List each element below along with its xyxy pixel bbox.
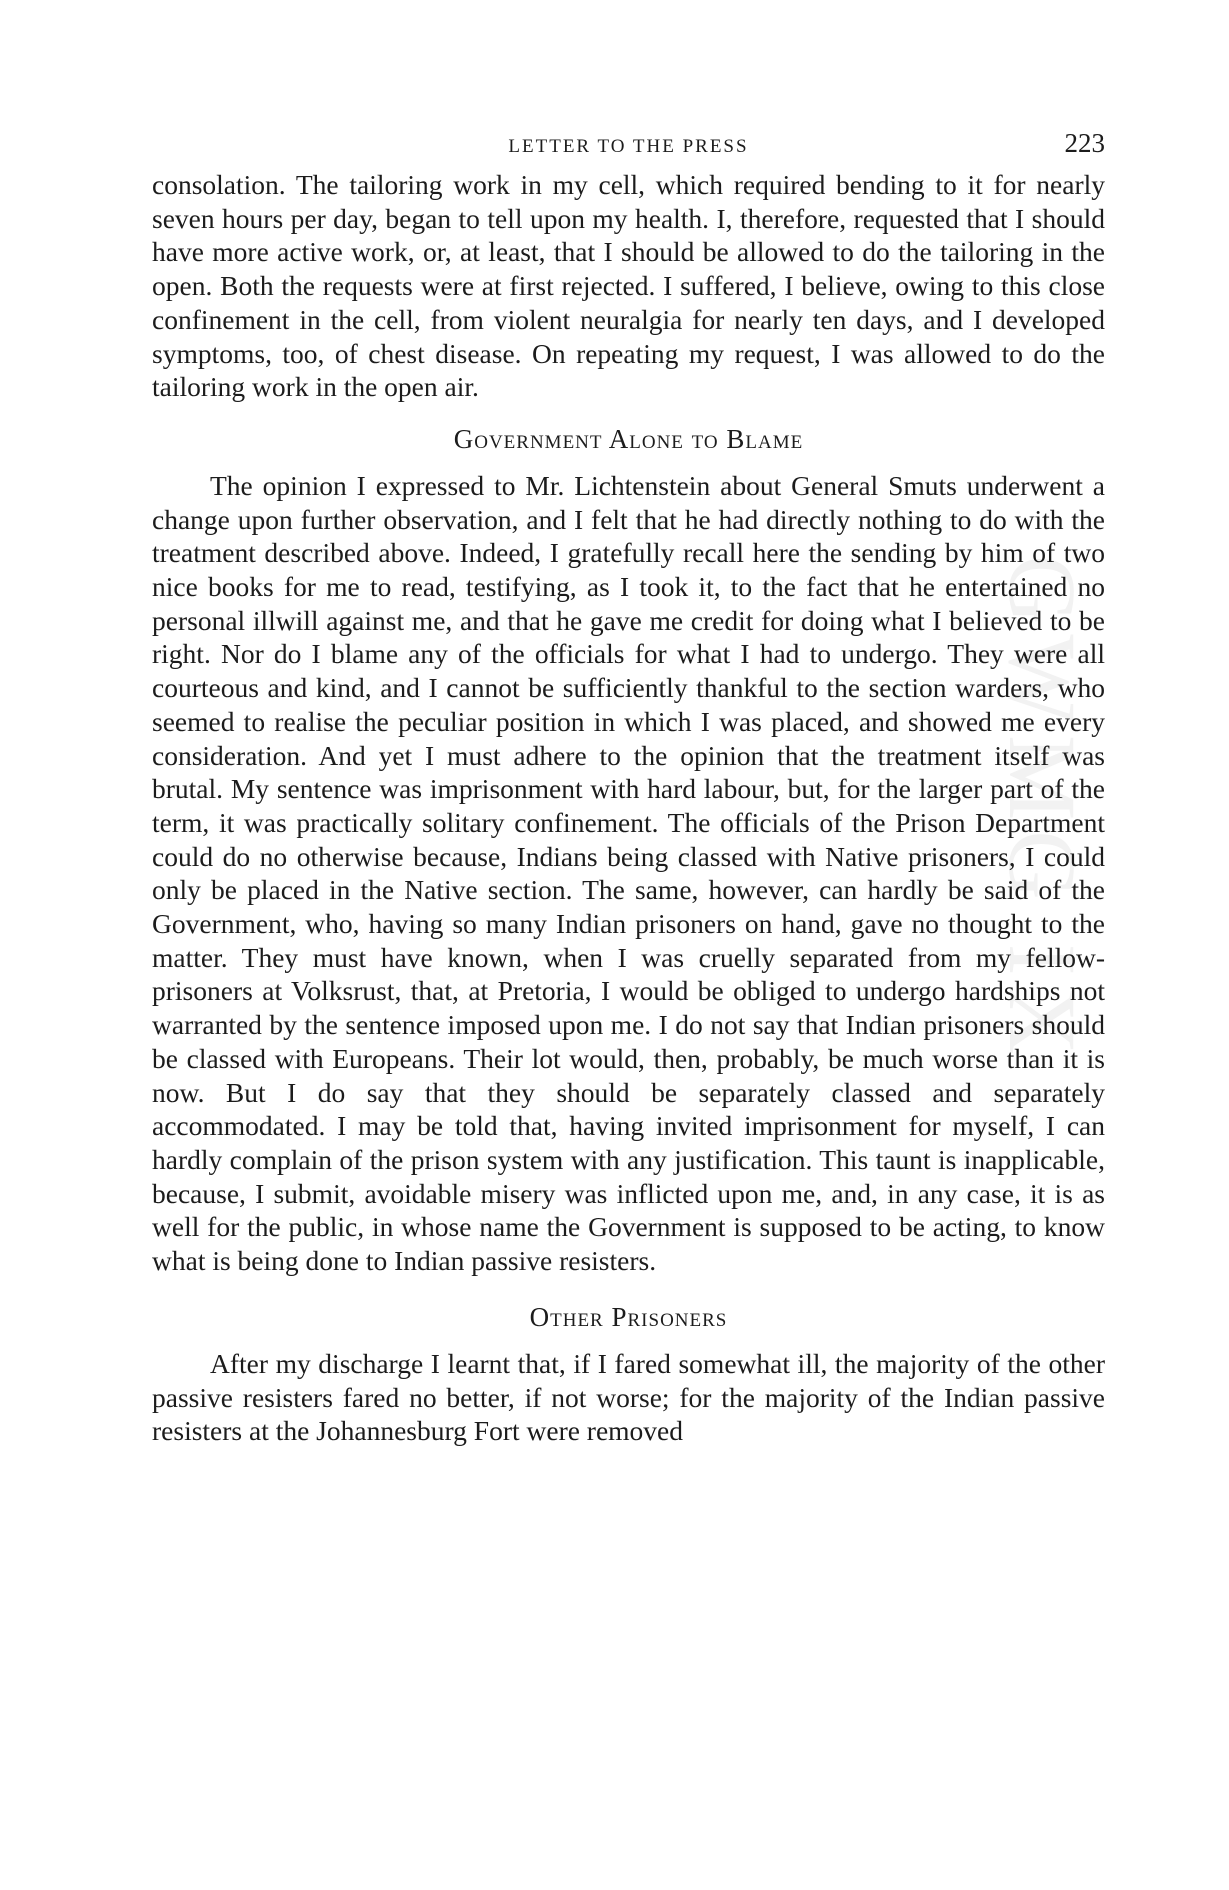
running-header [152,128,1105,168]
page-number: 223 [1064,128,1105,158]
watermark: GWMG IX [989,555,1096,1065]
section-heading-government: Government Alone to Blame [453,423,804,454]
running-title: LETTER TO THE PRESS [508,136,749,157]
paragraph-government: The opinion I expressed to Mr. Lichtenstein about General Smuts underwent a change upon further observation, and I felt that he had directly nothing to do with the treatment described above. Indeed, I gratefully recall here the sending by him of two nice books for me to read, testifying, as I took it, to the fact that he entertained no personal illwill against me, and that he gave me credit for doing what I believed to be right. Nor do I blame any of the officials for what I had to undergo. They were all courteous and kind, and I cannot be sufficiently thankful to the section warders, who seemed to realise the peculiar position in which I was placed, and showed me every consideration. And yet I must adhere to the opinion that the treatment itself was brutal. My sentence was imprisonment with hard labour, but, for the larger part of the term, it was practically solitary confinement. The officials of the Prison Department could do no otherwise because, Indians being classed with Native prisoners, I could only be placed in the Native section. The same, however, can hardly be said of the Government, who, having so many Indian prisoners on hand, gave no thought to the matter. They must have known, when I was cruelly separated from my fellow-prisoners at Volksrust, that, at Pretoria, I would be obliged to undergo hardships not warranted by the sentence imposed upon me. I do not say that Indian prisoners should be classed with Europeans. Their lot would, then, probably, be much worse than it is now. But I do say that they should be separately classed and separately accommodated. I may be told that, having invited imprisonment for myself, I can hardly complain of the prison system with any justification. This taunt is inapplicable, because, I submit, avoidable misery was inflicted upon me, and, in any case, it is as well for the public, in whose name the Government is supposed to be acting, to know what is being done to Indian passive resisters. [152,469,1105,1277]
paragraph-continuation: consolation. The tailoring work in my cell, which required bending to it for nearly seven hours per day, began to tell upon my health. I, therefore, requested that I should have more active work, or, at least, that I should be allowed to do the tailoring in the open. Both the requests were at first rejected. I suffered, I believe, owing to this close confinement in the cell, from violent neuralgia for nearly ten days, and I developed symptoms, too, of chest disease. On repeating my request, I was allowed to do the tailoring work in the open air. [152,169,1105,403]
paragraph-other-prisoners: After my discharge I learnt that, if I fared somewhat ill, the majority of the other passive resisters fared no better, if not worse; for the majority of the Indian passive resisters at the Johannesburg Fort were removed [152,1347,1105,1447]
page [152,128,1105,1448]
section-heading-other-prisoners: Other Prisoners [529,1301,728,1332]
